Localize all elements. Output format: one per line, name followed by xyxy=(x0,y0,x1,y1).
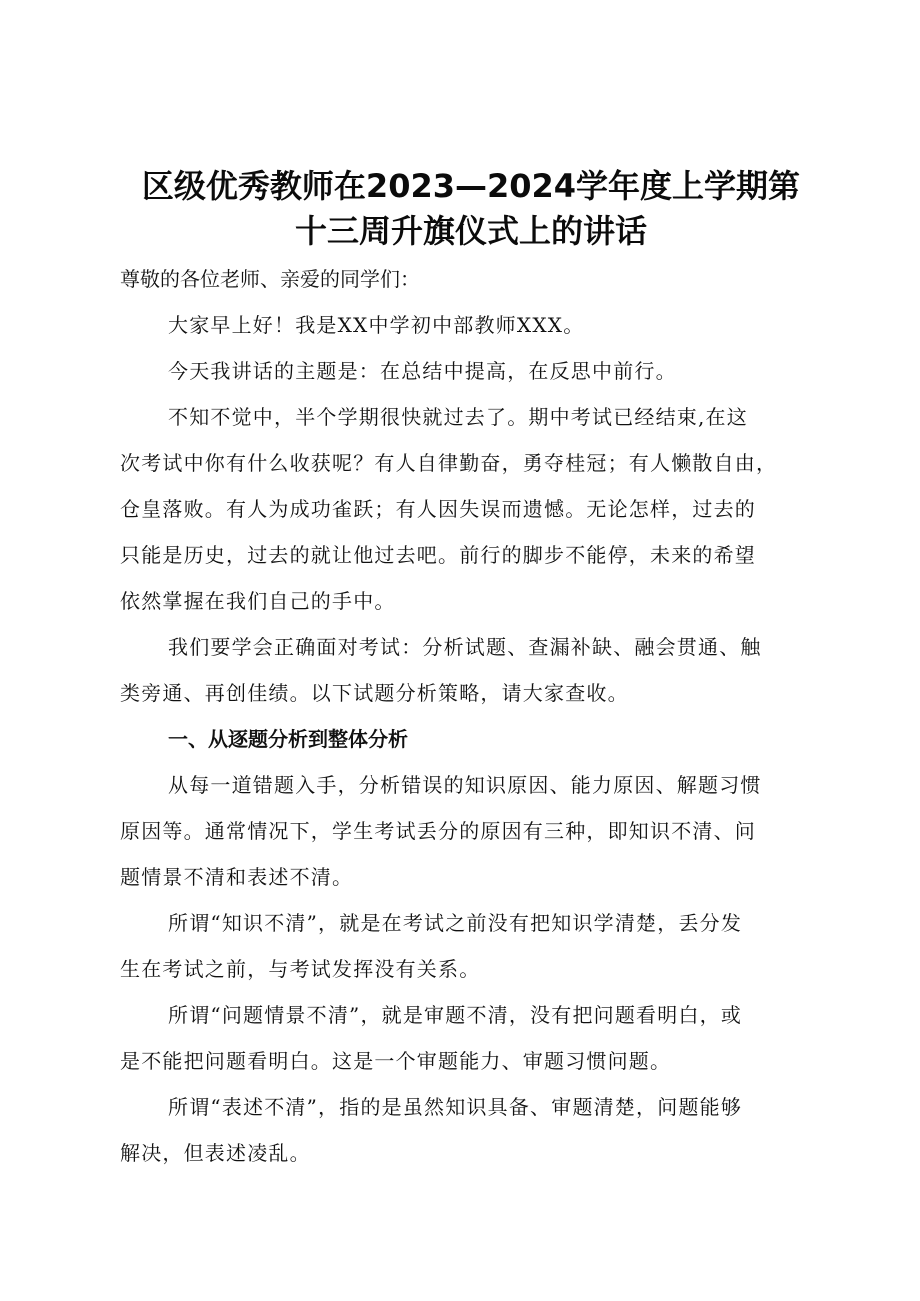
paragraph-exam-reflection xyxy=(120,390,822,620)
section-heading: 一、从逐题分析到整体分析 xyxy=(168,727,408,751)
paragraph-topic xyxy=(120,344,822,390)
text-line: 原因等。通常情况下，学生考试丢分的原因有三种，即知识不清、问 xyxy=(120,819,756,843)
paragraph-knowledge-unclear xyxy=(120,896,822,988)
paragraph-face-exam xyxy=(120,620,822,712)
text-line: 类旁通、再创佳绩。以下试题分析策略，请大家查收。 xyxy=(120,681,629,705)
text-line: 仓皇落败。有人为成功雀跃；有人因失误而遗憾。无论怎样，过去的 xyxy=(120,497,756,521)
paragraph-greeting xyxy=(120,298,822,344)
text-line: 今天我讲话的主题是：在总结中提高，在反思中前行。 xyxy=(168,359,677,383)
text-line: 所谓“表述不清”，指的是虽然知识具备、审题清楚，问题能够 xyxy=(168,1095,743,1119)
text-line: 是不能把问题看明白。这是一个审题能力、审题习惯问题。 xyxy=(120,1049,672,1073)
document-page xyxy=(120,164,822,1172)
text-line: 题情景不清和表述不清。 xyxy=(120,865,354,889)
text-line: 不知不觉中，半个学期很快就过去了。期中考试已经结束,在这 xyxy=(168,405,748,429)
paragraph-error-analysis xyxy=(120,758,822,896)
paragraph-expression-unclear xyxy=(120,1080,822,1172)
text-line: 所谓“问题情景不清”，就是审题不清，没有把问题看明白，或 xyxy=(168,1003,743,1027)
title-line: 区级优秀教师在2023—2024学年度上学期第 xyxy=(141,167,801,205)
text-line: 依然掌握在我们自己的手中。 xyxy=(120,589,396,613)
paragraph-scenario-unclear xyxy=(120,988,822,1080)
text-line: 大家早上好！我是XX中学初中部教师XXX。 xyxy=(168,313,585,337)
text-line: 所谓“知识不清”，就是在考试之前没有把知识学清楚，丢分发 xyxy=(168,911,743,935)
text-line: 从每一道错题入手，分析错误的知识原因、能力原因、解题习惯 xyxy=(168,773,762,797)
text-line: 解决，但表述凌乱。 xyxy=(120,1141,311,1165)
text-line: 生在考试之前，与考试发挥没有关系。 xyxy=(120,957,481,981)
text-line: 我们要学会正确面对考试：分析试题、查漏补缺、融会贯通、触 xyxy=(168,635,762,659)
title-line: 十三周升旗仪式上的讲话 xyxy=(294,212,647,250)
text-line: 只能是历史，过去的就让他过去吧。前行的脚步不能停，未来的希望 xyxy=(120,543,756,567)
text-line: 次考试中你有什么收获呢？有人自律勤奋，勇夺桂冠；有人懒散自由， xyxy=(120,451,778,475)
document-title xyxy=(120,164,822,254)
salutation: 尊敬的各位老师、亲爱的同学们： xyxy=(120,267,420,291)
